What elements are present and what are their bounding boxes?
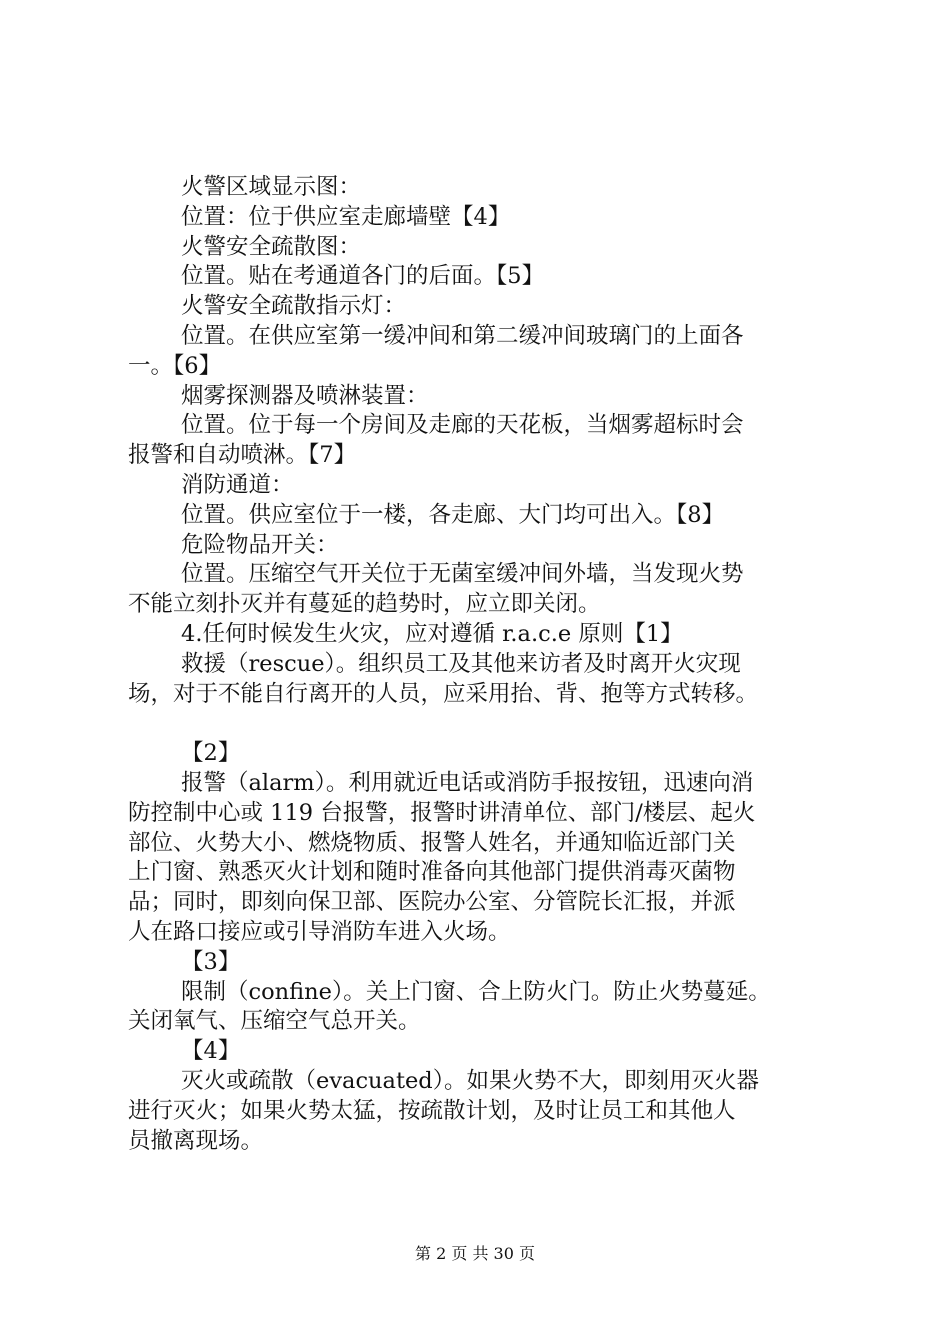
text-line: 部位、火势大小、燃烧物质、报警人姓名，并通知临近部门关: [128, 829, 736, 856]
text-line: 烟雾探测器及喷淋装置：: [181, 382, 429, 409]
text-line: 员撤离现场。: [128, 1127, 264, 1154]
page-footer: 第 2 页 共 30 页: [415, 1244, 535, 1263]
text-line: 救援（rescue）。组织员工及其他来访者及时离开火灾现: [181, 650, 741, 677]
text-line: 场，对于不能自行离开的人员，应采用抬、背、抱等方式转移。: [128, 680, 759, 707]
text-line: 消防通道：: [181, 471, 294, 498]
text-line: 火警区域显示图：: [181, 174, 362, 200]
text-line: 上门窗、熟悉灭火计划和随时准备向其他部门提供消毒灭菌物: [128, 859, 736, 886]
text-line: [128, 709, 836, 739]
text-line: 4.任何时候发生火灾，应对遵循 r.a.c.e 原则【1】: [181, 620, 683, 647]
text-line: 危险物品开关：: [181, 531, 339, 558]
text-line: 一。【6】: [128, 352, 222, 379]
text-line: 报警（alarm）。利用就近电话或消防手报按钮，迅速向消: [181, 769, 754, 796]
text-line: 关闭氧气、压缩空气总开关。: [128, 1008, 421, 1035]
text-line: 位置。在供应室第一缓冲间和第二缓冲间玻璃门的上面各: [181, 322, 744, 349]
text-line: 【2】: [181, 740, 241, 767]
text-line: 位置。供应室位于一楼，各走廊、大门均可出入。【8】: [181, 501, 725, 528]
text-line: 进行灭火；如果火势太猛，按疏散计划，及时让员工和其他人: [128, 1097, 736, 1124]
document-body: [128, 173, 836, 1156]
text-line: 位置。位于每一个房间及走廊的天花板，当烟雾超标时会: [181, 412, 744, 439]
text-line: 限制（confine）。关上门窗、合上防火门。防止火势蔓延。: [181, 978, 771, 1005]
text-line: 灭火或疏散（evacuated）。如果火势不大，即刻用灭火器: [181, 1067, 759, 1094]
text-line: 品；同时，即刻向保卫部、医院办公室、分管院长汇报，并派: [128, 889, 736, 916]
text-line: 位置：位于供应室走廊墙壁【4】: [181, 203, 511, 230]
text-line: 防控制中心或 119 台报警，报警时讲清单位、部门/楼层、起火: [128, 799, 756, 826]
text-line: 火警安全疏散图：: [181, 233, 362, 260]
text-line: 火警安全疏散指示灯：: [181, 293, 407, 320]
text-line: 【3】: [181, 948, 241, 975]
text-line: 不能立刻扑灭并有蔓延的趋势时，应立即关闭。: [128, 591, 601, 618]
text-line: 【4】: [181, 1038, 241, 1065]
text-line: 位置。贴在考通道各门的后面。【5】: [181, 263, 545, 290]
text-line: 位置。压缩空气开关位于无菌室缓冲间外墙，当发现火势: [181, 561, 744, 588]
text-line: 报警和自动喷淋。【7】: [128, 442, 357, 469]
text-line: 人在路口接应或引导消防车进入火场。: [128, 918, 511, 945]
